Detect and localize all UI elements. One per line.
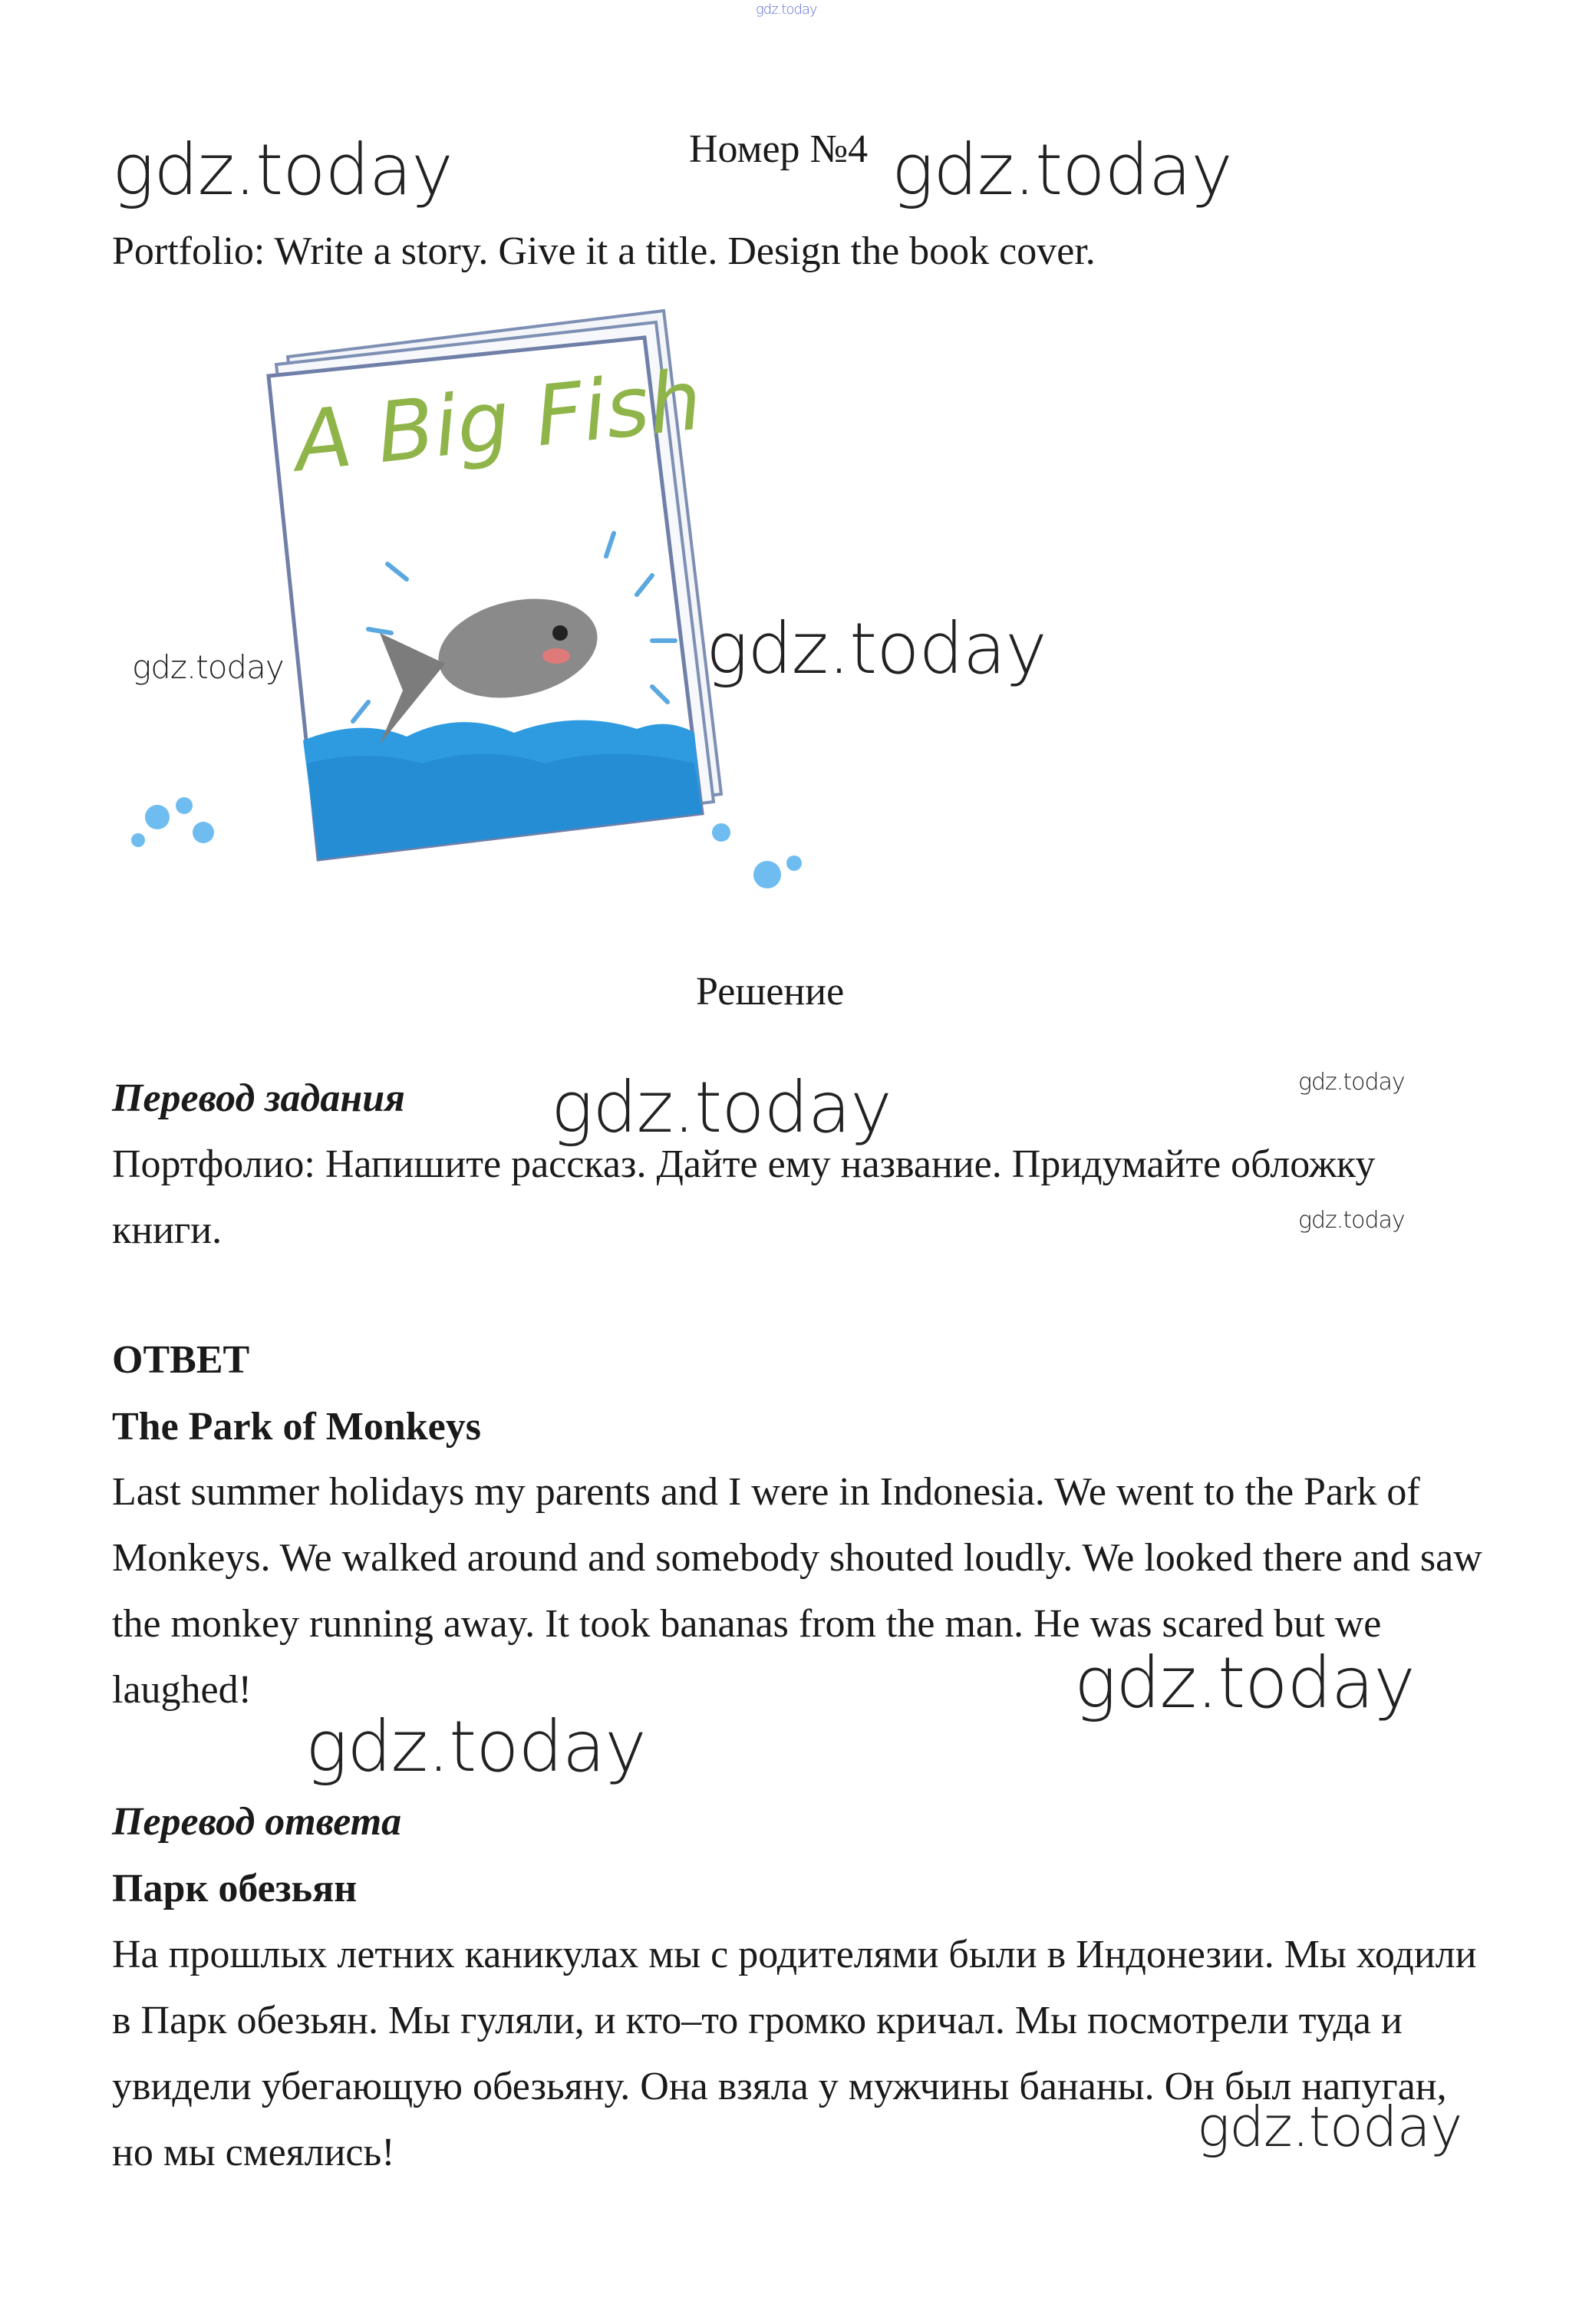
translation-text: Портфолио: Напишите рассказ. Дайте ему название. Придумайте обложку книги. [112, 1142, 1376, 1252]
solution-label: Решение [696, 970, 845, 1014]
story-title-ru: Парк обезьян [112, 1867, 358, 1910]
watermark: gdz.today [892, 129, 1232, 211]
watermark: gdz.today [305, 1706, 646, 1788]
answer-translation-heading: Перевод ответа [112, 1800, 402, 1844]
watermark: gdz.today [1298, 1069, 1405, 1096]
task-text: Portfolio: Write a story. Give it a title. Design the book cover. [112, 229, 1096, 273]
answer-heading: ОТВЕТ [112, 1338, 250, 1382]
watermark: gdz.today [112, 129, 453, 211]
story-text-ru: На прошлых летних каникулах мы с родителями были в Индонезии. Мы ходили в Парк обезьян. Мы гуляли, и кто–то громко кричал. Мы посмотрели туда и увидели убегающую обезьяну. Она взяла у мужчины бананы. Он был напуган, но мы смеялись! [112, 1933, 1477, 2174]
story-title: The Park of Monkeys [112, 1405, 481, 1449]
translation-heading: Перевод задания [112, 1076, 405, 1120]
watermark: gdz.today [1074, 1642, 1415, 1724]
watermark: gdz.today [1298, 1207, 1405, 1234]
watermark: gdz.today [132, 648, 284, 686]
top-watermark: gdz.today [756, 2, 817, 18]
book-title: A Big Fish [290, 352, 707, 491]
watermark: gdz.today [706, 608, 1047, 690]
story-text: Last summer holidays my parents and I were in Indonesia. We went to the Park of Monkeys. We walked around and somebody shouted loudly. We looked there and saw the monkey running away. It took bananas from the man. He was scared but we laughed! [112, 1470, 1482, 1712]
exercise-number: Номер №4 [689, 127, 869, 171]
watermark: gdz.today [551, 1066, 892, 1149]
watermark: gdz.today [1197, 2095, 1462, 2159]
